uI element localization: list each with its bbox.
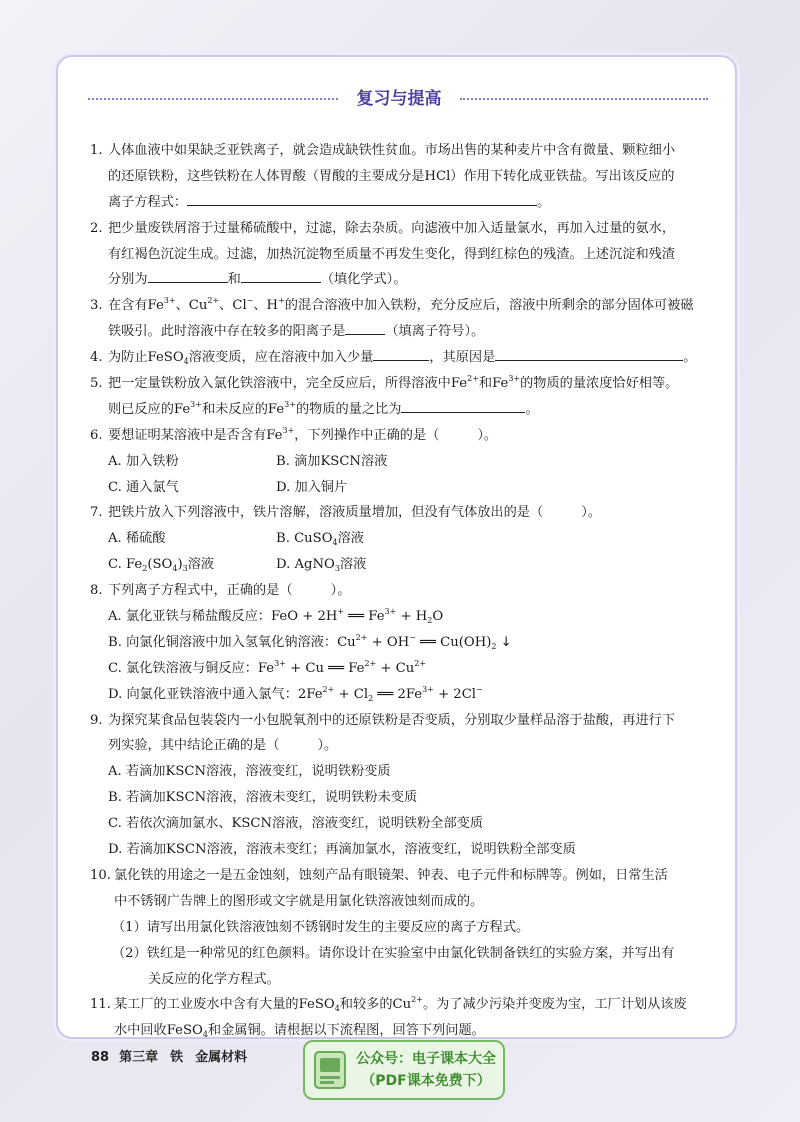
q4-t3: ，其原因是 [429, 350, 496, 366]
q8-line1 [90, 578, 712, 604]
q4-line1 [90, 345, 712, 371]
q5-t3: 的物质的量浓度恰好相等。 [520, 376, 679, 392]
q7-d-sub: 3 [334, 564, 340, 574]
q11-number: 11. [90, 997, 111, 1013]
q3-line1 [90, 293, 712, 319]
q3-t1: 在含有Fe [108, 298, 164, 314]
q5-sup1: 2+ [467, 374, 479, 384]
q3-t2: 、Cu [175, 298, 208, 314]
q10-line2 [90, 889, 712, 915]
q4-sub: 4 [183, 357, 189, 367]
q7-c-sub3: 3 [182, 564, 188, 574]
q6-options-row1 [90, 449, 712, 475]
q11-t1: 某工厂的工业废水中含有大量的FeSO [114, 997, 335, 1013]
dotted-rule-left [88, 98, 338, 100]
q9-a-text: A. 若滴加KSCN溶液，溶液变红，说明铁粉变质 [108, 764, 391, 780]
q3-t6: 铁吸引。此时溶液中存在较多的阳离子是 [108, 324, 346, 340]
q3-t5: 的混合溶液中加入铁粉，充分反应后，溶液中所剩余的部分固体可被磁 [284, 298, 694, 314]
q9-option-a[interactable] [90, 759, 712, 785]
q2-line2 [90, 242, 712, 268]
exercise-list [90, 138, 712, 1044]
q2-line1 [90, 216, 712, 242]
q3-sup2: 2+ [207, 296, 220, 306]
q11-sub1: 4 [334, 1004, 340, 1014]
q7-number: 7. [90, 505, 103, 521]
q8-a-sup1: + [337, 607, 345, 617]
q8-option-d[interactable] [90, 682, 712, 708]
q8-b-sub: 2 [491, 641, 497, 651]
q7-d-t1: D. AgNO [276, 557, 335, 573]
q9-number: 9. [90, 712, 103, 728]
q11-sup: 2+ [411, 995, 423, 1005]
q8-b-arrow: ↓ [496, 634, 512, 650]
q3-blank[interactable] [345, 320, 385, 335]
q9-option-c[interactable] [90, 811, 712, 837]
q8-d-sup3: − [476, 684, 483, 694]
q5-t1: 把一定量铁粉放入氯化铁溶液中，完全反应后，所得溶液中Fe [108, 376, 468, 392]
q2-text3: 分别为 [108, 272, 148, 288]
q4-t2: 溶液变质，应在溶液中加入少量 [188, 350, 374, 366]
q5-t6: 的物质的量之比为 [295, 401, 402, 417]
q8-a-sup2: 3+ [384, 607, 397, 617]
q7-c-sub1: 2 [142, 564, 148, 574]
q11-sub2: 4 [202, 1030, 208, 1040]
q11-t3: 。为了减少污染并变废为宝，工厂计划从该废 [422, 997, 687, 1013]
q7-option-b[interactable] [276, 526, 364, 552]
q8-c-sup2: 2+ [364, 658, 377, 668]
q3-number: 3. [90, 298, 103, 314]
q5-line2 [90, 397, 712, 423]
q8-b-t2: + OH [367, 634, 410, 650]
q6-t1: 要想证明某溶液中是否含有Fe [108, 427, 283, 443]
q7-t1: 把铁片放入下列溶液中，铁片溶解，溶液质量增加，但没有气体放出的是（ [108, 505, 544, 521]
q8-d-t2: + Cl [334, 686, 369, 702]
q1-line3 [90, 190, 712, 216]
q8-option-c[interactable] [90, 656, 712, 682]
q1-text3: 离子方程式： [108, 194, 188, 210]
q3-sup1: 3+ [163, 296, 176, 306]
q8-a-t1: A. 氯化亚铁与稀盐酸反应：FeO + 2H [108, 609, 338, 625]
q11-t4: 水中回收FeSO [114, 1023, 203, 1039]
q7-b-t2: 溶液 [337, 531, 364, 547]
q8-d-t4: + 2Cl [433, 686, 477, 702]
q2-and: 和 [227, 272, 241, 288]
q6-t2: ，下列操作中正确的是（ [294, 427, 440, 443]
q3-t4: 、H [253, 298, 279, 314]
q1-end: 。 [537, 194, 551, 210]
q10-part1 [90, 915, 712, 941]
q9-option-b[interactable] [90, 785, 712, 811]
q6-t3: ）。 [477, 427, 498, 443]
q8-a-sub: 2 [427, 616, 433, 626]
q10-t2: 中不锈钢广告牌上的图形或文字就是用氯化铁溶液蚀刻而成的。 [114, 893, 484, 909]
q1-line2 [90, 164, 712, 190]
q8-c-t2: + Cu ══ Fe [285, 660, 365, 676]
q7-c-t3: ) [177, 557, 183, 573]
q8-d-t3: ══ 2Fe [373, 686, 423, 702]
q3-t3: 、Cl [219, 298, 247, 314]
q1-text2: 的还原铁粉，这些铁粉在人体胃酸（胃酸的主要成分是HCl）作用下转化成亚铁盐。写出该反应的 [108, 168, 675, 184]
q1-number: 1. [90, 143, 103, 158]
q6-sup: 3+ [282, 425, 295, 435]
q8-d-sup1: 2+ [322, 684, 335, 694]
q4-end: 。 [683, 350, 697, 366]
q5-t2: 和Fe [478, 376, 509, 392]
q4-blank2[interactable] [495, 346, 683, 361]
q10-part2-cont [90, 967, 712, 993]
q3-sup4: + [278, 296, 285, 306]
q10-line1 [90, 863, 712, 889]
q10-p1-text: （1）请写出用氯化铁溶液蚀刻不锈钢时发生的主要反应的离子方程式。 [112, 919, 530, 935]
q7-option-c[interactable] [108, 557, 214, 572]
q9-d-text: D. 若滴加KSCN溶液，溶液未变红；再滴加氯水，溶液变红，说明铁粉全部变质 [108, 842, 576, 858]
q8-t2: ）。 [330, 583, 351, 599]
q11-line1 [90, 992, 712, 1018]
q7-c-t1: C. Fe [108, 557, 143, 573]
q8-a-t2: ══ Fe [344, 609, 385, 625]
q1-text1: 人体血液中如果缺乏亚铁离子，就会造成缺铁性贫血。市场出售的某种麦片中含有微量、颗粒细小 [108, 143, 676, 158]
q5-sup2: 3+ [508, 374, 521, 384]
q9-c-text: C. 若依次滴加氯水、KSCN溶液，溶液变红，说明铁粉全部变质 [108, 816, 484, 832]
q8-c-t3: + Cu [376, 660, 415, 676]
q6-option-d[interactable]: D. 加入铜片 [276, 479, 348, 495]
q7-t2: ）。 [581, 505, 601, 521]
q8-d-sub: 2 [368, 693, 374, 703]
q7-option-a[interactable]: A. 稀硫酸 [108, 531, 166, 547]
chapter-title-1: 铁 [170, 1050, 184, 1065]
q4-blank1[interactable] [373, 346, 429, 361]
q8-option-b[interactable] [90, 630, 712, 656]
q1-answer-blank[interactable] [187, 191, 537, 206]
q3-sup3: − [246, 296, 254, 306]
book-icon [313, 1050, 347, 1090]
q9-option-d[interactable] [90, 837, 712, 863]
q8-c-sup1: 3+ [274, 658, 286, 668]
q8-d-t1: D. 向氯化亚铁溶液中通入氯气：2Fe [108, 686, 323, 702]
q2-blank2[interactable] [241, 268, 321, 283]
q5-t5: 和未反应的Fe [201, 401, 285, 417]
q8-number: 8. [90, 583, 103, 599]
q10-number: 10. [90, 867, 111, 883]
q10-p2b-text: 关反应的化学方程式。 [148, 971, 280, 987]
q11-t2: 和较多的Cu [339, 997, 412, 1013]
badge-line-2: （PDF课本免费下） [361, 1073, 491, 1089]
q7-b-sub: 4 [332, 538, 338, 548]
q8-b-sup1: 2+ [355, 632, 368, 642]
q2-number: 2. [90, 220, 103, 236]
q8-d-sup2: 3+ [422, 684, 434, 694]
q7-options-row2 [90, 552, 712, 578]
q3-line2 [90, 319, 712, 345]
q10-p2-text: （2）铁红是一种常见的红色颜料。请你设计在实验室中由氯化铁制备铁红的实验方案，并写出有 [112, 945, 675, 961]
section-title: 复习与提高 [356, 89, 442, 109]
q5-line1 [90, 371, 712, 397]
q8-t1: 下列离子方程式中，正确的是（ [108, 583, 293, 599]
q9-t3: ）。 [317, 738, 338, 754]
q2-blank1[interactable] [148, 268, 228, 283]
q6-option-c[interactable]: C. 通入氯气 [108, 479, 179, 495]
q10-t1: 氯化铁的用途之一是五金蚀刻，蚀刻产品有眼镜架、钟表、电子元件和标牌等。例如，日常生活 [114, 867, 668, 883]
q5-end: 。 [525, 401, 539, 417]
q4-t1: 为防止FeSO [108, 350, 184, 366]
section-header [88, 86, 708, 112]
q10-part2 [90, 941, 712, 967]
q1-line1 [90, 138, 712, 164]
q8-a-t3: + H [396, 609, 428, 625]
q9-line1 [90, 708, 712, 734]
q9-t1: 为探究某食品包装袋内一小包脱氧剂中的还原铁粉是否变质，分别取少量样品溶于盐酸，再进行下 [108, 712, 676, 728]
q8-b-t1: B. 向氯化铜溶液中加入氢氧化钠溶液：Cu [108, 634, 356, 650]
q7-options-row1 [90, 526, 712, 552]
q8-a-t4: O [432, 609, 444, 625]
q2-text2: 有红褐色沉淀生成。过滤，加热沉淀物至质量不再发生变化，得到红棕色的残渣。上述沉淀和残渣 [108, 246, 676, 262]
q5-sup3: 3+ [190, 399, 202, 409]
q6-options-row2 [90, 475, 712, 501]
q6-option-a[interactable]: A. 加入铁粉 [108, 453, 179, 469]
q9-b-text: B. 若滴加KSCN溶液，溶液未变红，说明铁粉未变质 [108, 790, 418, 806]
q7-c-sub2: 4 [172, 564, 178, 574]
q5-sup4: 3+ [284, 399, 296, 409]
chapter-label: 第三章 [119, 1050, 159, 1065]
page-number: 88 [91, 1050, 110, 1065]
q6-number: 6. [90, 427, 103, 443]
q8-c-sup3: 2+ [414, 658, 427, 668]
q3-hint: （填离子符号）。 [385, 324, 485, 340]
q8-b-t3: ══ Cu(OH) [415, 634, 492, 650]
q9-line2 [90, 733, 712, 759]
badge-line-1: 公众号：电子课本大全 [356, 1051, 496, 1067]
q7-c-t4: 溶液 [187, 557, 215, 573]
q6-line1 [90, 423, 712, 449]
q5-blank[interactable] [401, 398, 525, 413]
page-footer [91, 1046, 247, 1065]
q7-option-d[interactable] [276, 552, 366, 578]
q7-c-t2: (SO [147, 557, 173, 573]
q2-text1: 把少量废铁屑溶于过量稀硫酸中，过滤，除去杂质。向滤液中加入适量氯水，再加入过量的氨水， [108, 220, 676, 236]
q7-d-t2: 溶液 [339, 557, 367, 573]
q9-t2: 列实验，其中结论正确的是（ [108, 738, 280, 754]
q7-line1 [90, 500, 712, 526]
q6-option-b[interactable]: B. 滴加KSCN溶液 [276, 453, 388, 469]
watermark-badge [303, 1040, 505, 1100]
q2-line3 [90, 267, 712, 293]
q7-b-t1: B. CuSO [276, 531, 333, 547]
chapter-title-2: 金属材料 [195, 1050, 248, 1065]
q5-t4: 则已反应的Fe [108, 401, 191, 417]
q2-hint: （填化学式）。 [320, 272, 407, 288]
q11-t5: 和金属铜。请根据以下流程图，回答下列问题。 [207, 1023, 485, 1039]
q5-number: 5. [90, 376, 103, 392]
q8-b-sup2: − [409, 632, 416, 642]
q8-c-t1: C. 氯化铁溶液与铜反应：Fe [108, 660, 275, 676]
q4-number: 4. [90, 350, 103, 366]
dotted-rule-right [460, 98, 708, 100]
q8-option-a[interactable] [90, 604, 712, 630]
